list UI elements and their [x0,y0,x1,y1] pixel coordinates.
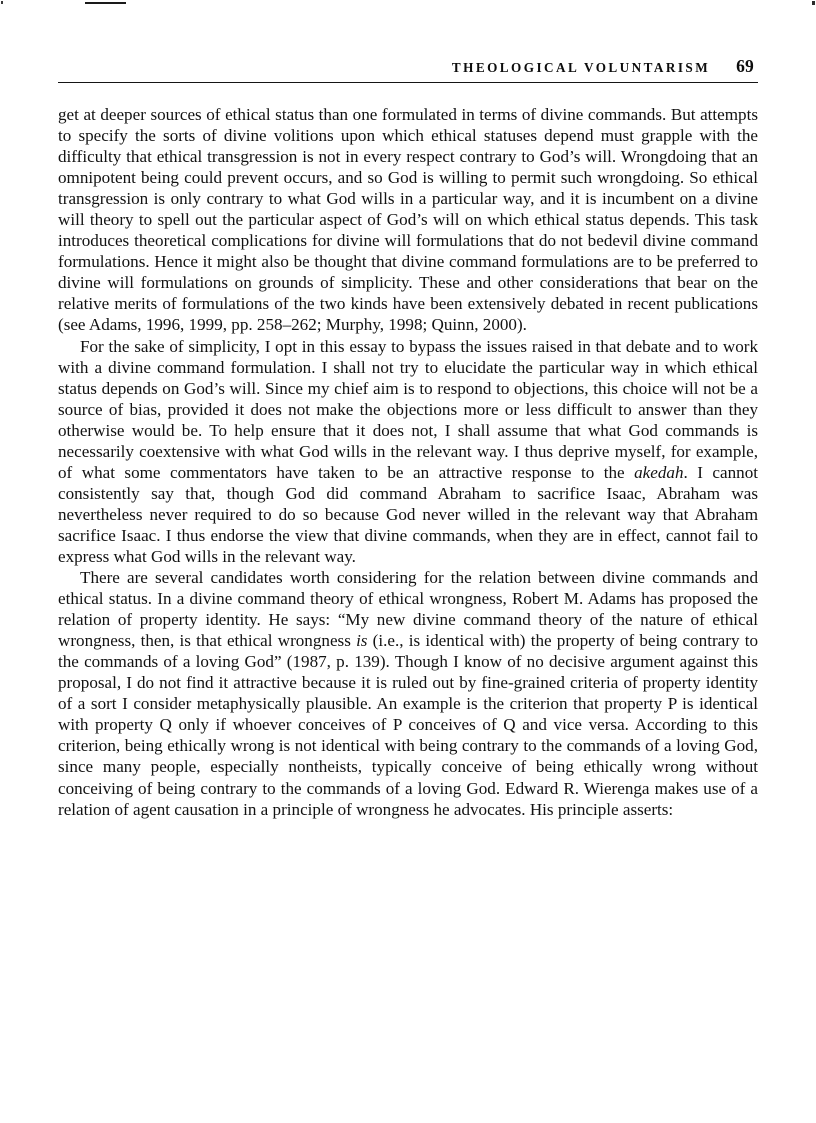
text-run: . I cannot consistently say that, though God did command Abraham to sacrifice Isaac, Abraham was nevertheless never required to do so because God never willed in the relevant way that Abraham sacrifice Isaac. I thus endorse the view that divine commands, when they are in effect, cannot fail to express what God wills in the relevant way. [58,462,758,566]
scan-artifact-mark-left [1,1,3,4]
body-paragraph [58,567,758,820]
running-head-title: THEOLOGICAL VOLUNTARISM [451,60,711,75]
body-paragraph [58,336,758,568]
running-head [58,56,758,78]
text-run: get at deeper sources of ethical status than one formulated in terms of divine commands. But attempts to specify the sorts of divine volitions upon which ethical statuses depend must grapple with the difficulty that ethical transgression is not in every respect contrary to God’s will. Wrongdoing that an omnipotent being could prevent occurs, and so God is willing to permit such wrongdoing. So ethical transgression is only contrary to what God wills in a particular way, and it is incumbent on a divine will theory to spell out the particular aspect of God’s will on which ethical status depends. This task introduces theoretical complications for divine will formulations that do not bedevil divine command formulations. Hence it might also be thought that divine command formulations are to be preferred to divine will formulations on grounds of simplicity. These and other considerations that bear on the relative merits of formulations of the two kinds have been extensively debated in recent publications (see Adams, 1996, 1999, pp. 258–262; Murphy, 1998; Quinn, 2000). [58,105,758,335]
body-text-column [58,104,758,820]
scan-artifact-mark-right [812,1,815,5]
text-run: For the sake of simplicity, I opt in this essay to bypass the issues raised in that debate and to work with a divine command formulation. I shall not try to elucidate the particular way in which ethical status depends on God’s will. Since my chief aim is to respond to objections, this choice will not be a source of bias, provided it does not make the objections more or less difficult to answer than they otherwise would be. To help ensure that it does not, I shall assume that what God commands is necessarily coextensive with what God wills in the relevant way. I thus deprive myself, for example, of what some commentators have taken to be an attractive response to the [58,336,758,482]
scan-artifact-rule [85,2,126,4]
emphasis-text: is [356,631,368,651]
body-paragraph [58,104,758,336]
header-divider-rule [58,82,758,83]
emphasis-text: akedah [634,462,684,482]
text-run: There are several candidates worth considering for the relation between divine commands and ethical status. In a divine command theory of ethical wrongness, Robert M. Adams has proposed the relation of property identity. He says: “My new divine command theory of the nature of ethical wrongness, then, is that ethical wrongness [58,568,758,651]
page-number: 69 [736,56,754,76]
text-run: (i.e., is identical with) the property of being contrary to the commands of a loving God” (1987, p. 139). Though I know of no decisive argument against this proposal, I do not find it attractive because it is ruled out by fine-grained criteria of property identity of a sort I consider metaphysically plausible. An example is the criterion that property P is identical with property Q only if whoever conceives of P conceives of Q and vice versa. According to this criterion, being ethically wrong is not identical with being contrary to the commands of a loving God, since many people, especially nontheists, typically conceive of being ethically wrong without conceiving of being contrary to the commands of a loving God. Edward R. Wierenga makes use of a relation of agent causation in a principle of wrongness he advocates. His principle asserts: [58,631,758,819]
